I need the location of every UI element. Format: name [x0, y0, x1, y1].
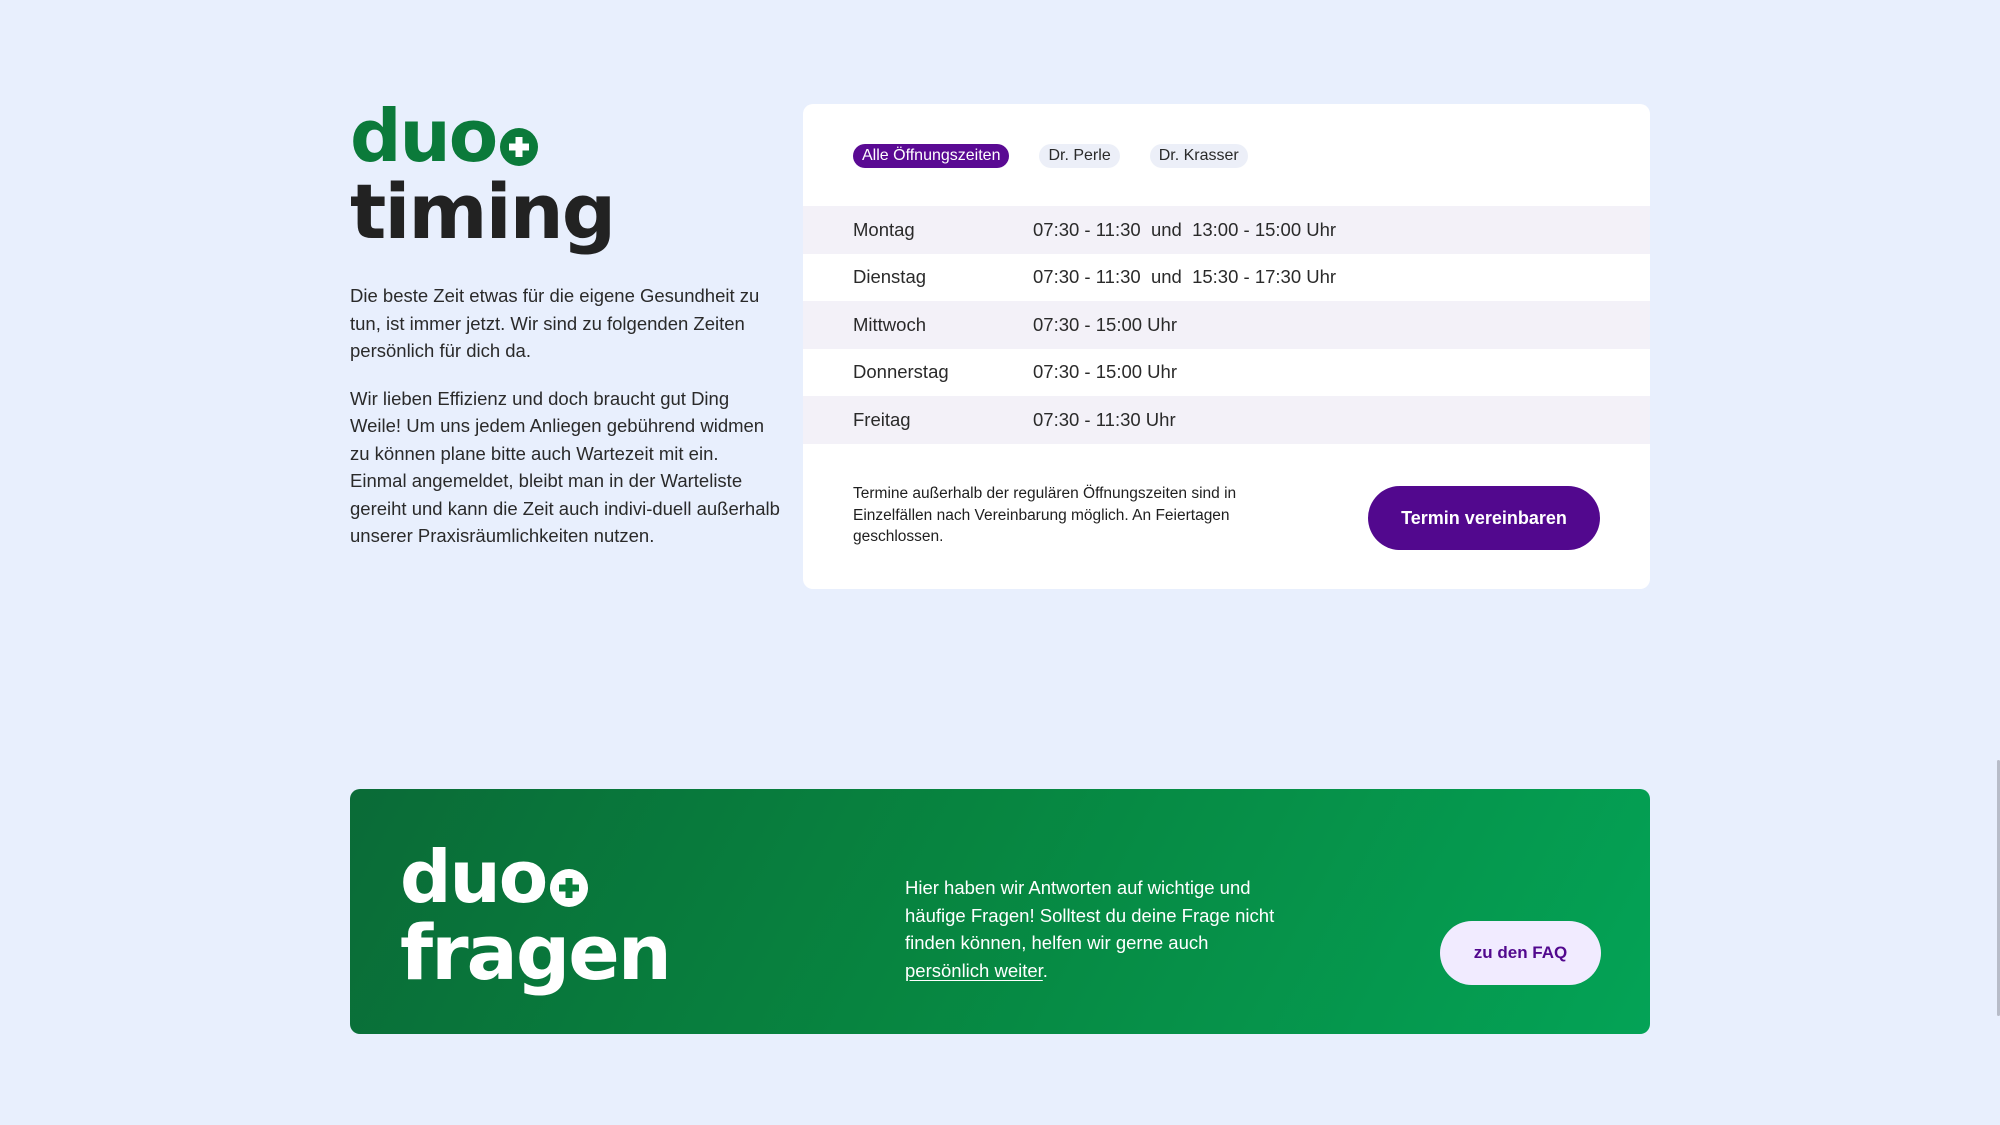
brand-word-timing: timing — [350, 167, 615, 256]
hours-row-monday — [803, 206, 1650, 254]
faq-description — [905, 874, 1295, 984]
tab-dr-krasser[interactable]: Dr. Krasser — [1150, 144, 1248, 168]
hours-value: 07:30 - 11:30 Uhr — [1033, 408, 1176, 430]
timing-intro — [350, 94, 780, 550]
brand-word-fragen: fragen — [400, 908, 670, 997]
hours-row-tuesday — [803, 254, 1650, 302]
intro-paragraph-1: Die beste Zeit etwas für die eigene Gesundheit zu tun, ist immer jetzt. Wir sind zu folgenden Zeiten persönlich für dich da. — [350, 285, 760, 361]
hours-row-thursday — [803, 349, 1650, 397]
doctor-filter-tabs — [853, 144, 1248, 168]
day-label: Montag — [853, 218, 915, 240]
brand-word-duo: duo — [400, 835, 547, 919]
faq-text-after-link: . — [1042, 959, 1048, 981]
brand-word-duo: duo — [350, 94, 497, 178]
personal-contact-link[interactable]: persönlich weiter — [905, 959, 1043, 981]
intro-paragraph-2: Wir lieben Effizienz und doch braucht gut Ding Weile! Um uns jedem Anliegen gebührend widmen zu können plane bitte auch Wartezeit mit ein. Einmal angemeldet, bleibt man in der Warteliste gereiht und kann die Zeit auch indivi-duell außerhalb unserer Praxisräumlichkeiten nutzen. — [350, 387, 780, 546]
hours-value: 07:30 - 11:30 und 15:30 - 17:30 Uhr — [1033, 266, 1337, 288]
hours-row-wednesday — [803, 301, 1650, 349]
faq-button[interactable]: zu den FAQ — [1440, 921, 1601, 985]
day-label: Dienstag — [853, 266, 927, 288]
hours-value: 07:30 - 15:00 Uhr — [1033, 361, 1177, 383]
plus-icon — [550, 869, 588, 907]
book-appointment-button[interactable]: Termin vereinbaren — [1368, 486, 1600, 550]
hours-value: 07:30 - 11:30 und 13:00 - 15:00 Uhr — [1033, 218, 1337, 240]
day-label: Mittwoch — [853, 313, 926, 335]
faq-text-before-link: Hier haben wir Antworten auf wichtige und häufige Fragen! Solltest du deine Frage nicht finden können, helfen wir gerne auch — [905, 877, 1275, 953]
faq-banner — [350, 789, 1650, 1034]
day-label: Freitag — [853, 408, 911, 430]
plus-icon — [500, 128, 538, 166]
opening-hours-table — [803, 206, 1650, 444]
opening-hours-card — [803, 104, 1650, 589]
tab-all-opening-hours[interactable]: Alle Öffnungszeiten — [853, 144, 1009, 168]
tab-dr-perle[interactable]: Dr. Perle — [1039, 144, 1119, 168]
timing-heading — [350, 94, 780, 256]
day-label: Donnerstag — [853, 361, 949, 383]
hours-row-friday — [803, 396, 1650, 444]
faq-heading — [400, 835, 670, 997]
hours-value: 07:30 - 15:00 Uhr — [1033, 313, 1177, 335]
holiday-note: Termine außerhalb der regulären Öffnungszeiten sind in Einzelfällen nach Vereinbarung möglich. An Feiertagen geschlossen. — [853, 485, 1237, 545]
